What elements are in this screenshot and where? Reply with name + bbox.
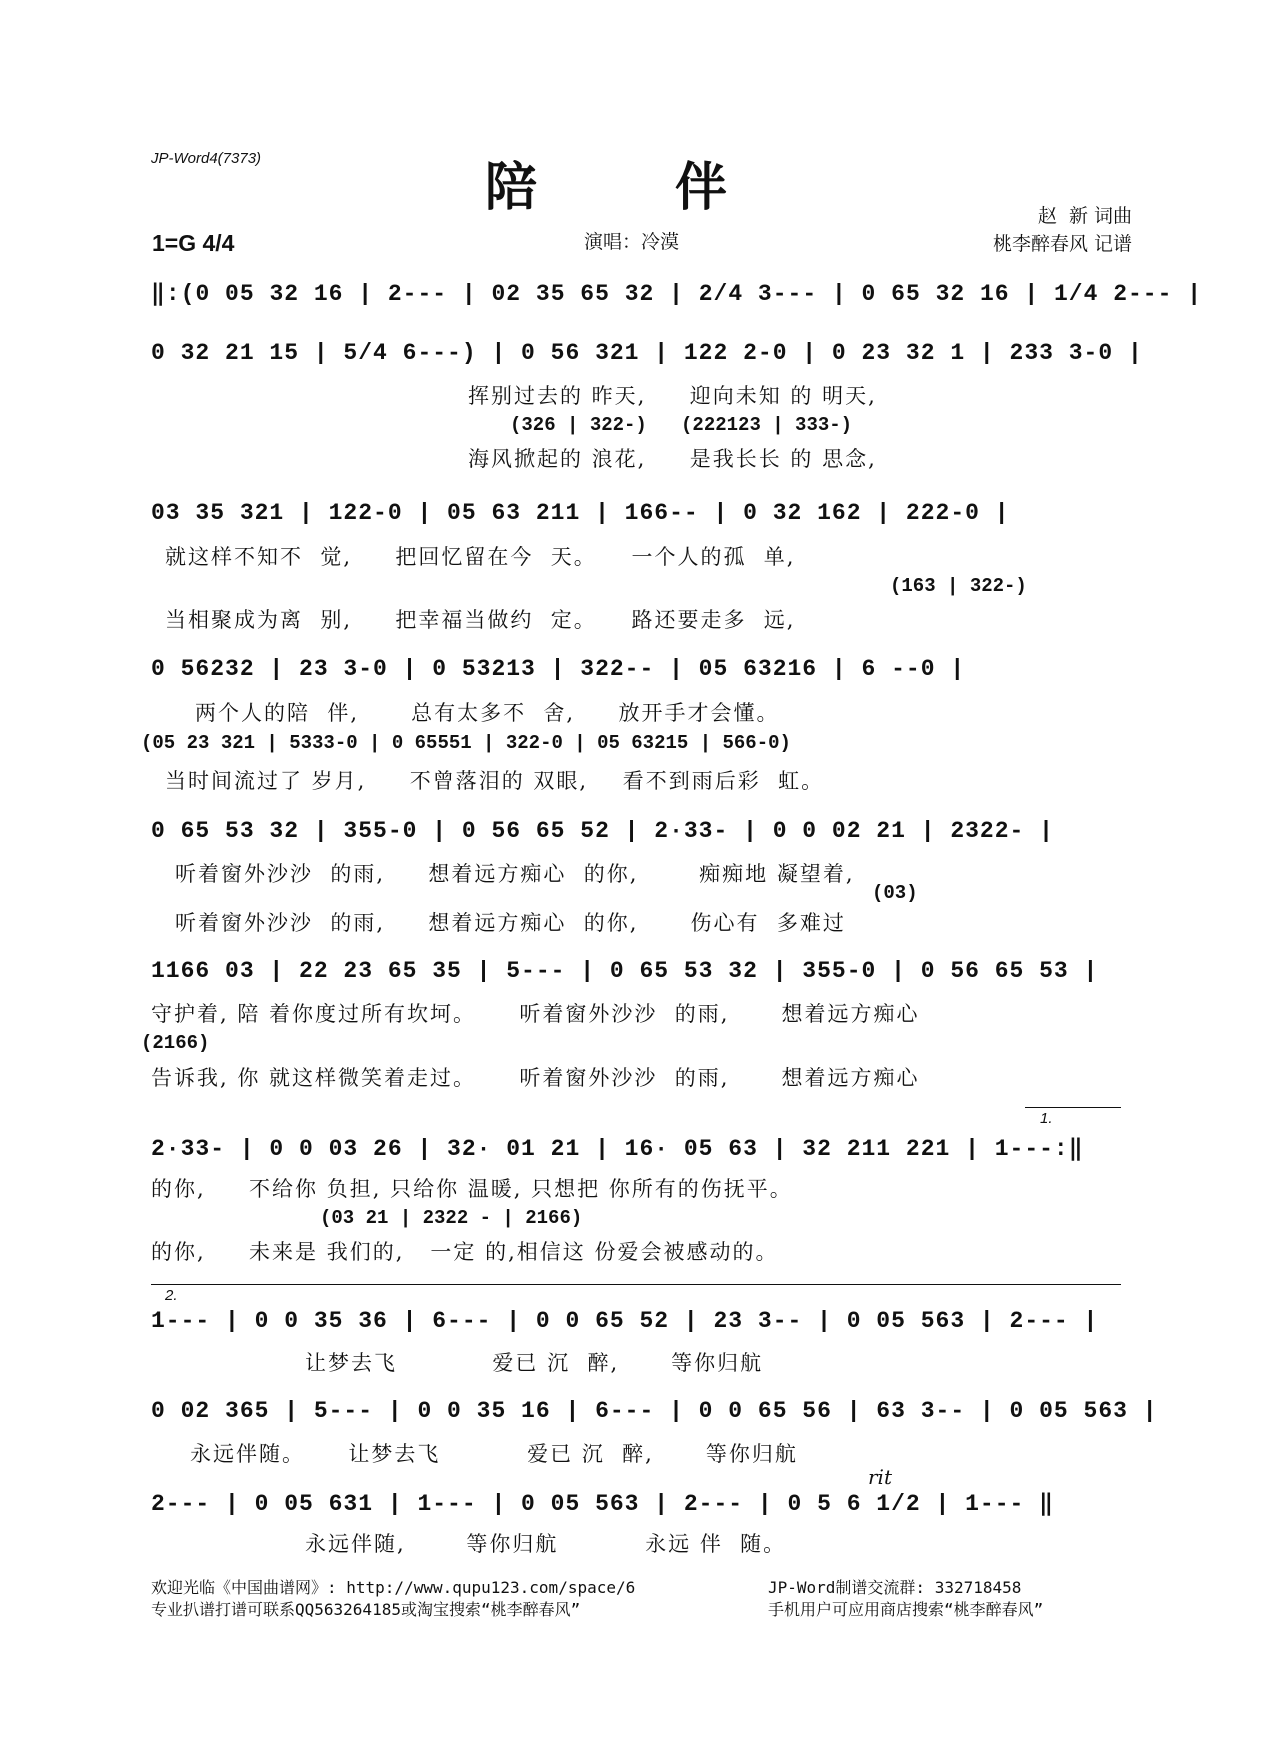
ritardando-mark: rit bbox=[868, 1465, 892, 1489]
footer-website: 欢迎光临《中国曲谱网》: http://www.qupu123.com/space/6 bbox=[151, 1578, 636, 1597]
volta-1: 1. bbox=[1040, 1110, 1053, 1127]
singer-label: 演唱：冷漠 bbox=[584, 231, 680, 253]
lyric-line-3b: 当相聚成为离 别, 把幸福当做约 定。 路还要走多 远, bbox=[165, 608, 796, 632]
alt-notes-line-7: (03 21 | 2322 - | 2166) bbox=[320, 1207, 583, 1229]
alt-notes-line-2: (326 | 322-) (222123 | 333-) bbox=[510, 414, 853, 436]
alt-notes-line-3: (163 | 322-) bbox=[890, 575, 1027, 597]
score-line-1: ‖:(0 05 32 16 | 2--- | 02 35 65 32 | 2/4 3--- | 0 65 32 16 | 1/4 2--- | bbox=[151, 281, 1203, 307]
score-line-10: 2--- | 0 05 631 | 1--- | 0 05 563 | 2--- | 0 5 6 1/2 | 1--- ‖ bbox=[151, 1491, 1054, 1517]
lyric-line-6b: 告诉我, 你 就这样微笑着走过。 听着窗外沙沙 的雨, 想着远方痴心 bbox=[151, 1066, 920, 1090]
footer-group: JP-Word制谱交流群: 332718458 bbox=[768, 1578, 1022, 1597]
score-line-9: 0 02 365 | 5--- | 0 0 35 16 | 6--- | 0 0 65 56 | 63 3-- | 0 05 563 | bbox=[151, 1398, 1158, 1424]
lyric-line-3a: 就这样不知不 觉, 把回忆留在今 天。 一个人的孤 单, bbox=[165, 545, 796, 569]
lyric-line-7a: 的你, 不给你 负担, 只给你 温暖, 只想把 你所有的伤抚平。 bbox=[151, 1177, 793, 1201]
lyric-line-5a: 听着窗外沙沙 的雨, 想着远方痴心 的你, 痴痴地 凝望着, bbox=[175, 862, 855, 886]
lyric-line-6a: 守护着, 陪 着你度过所有坎坷。 听着窗外沙沙 的雨, 想着远方痴心 bbox=[151, 1002, 920, 1026]
score-line-3: 03 35 321 | 122-0 | 05 63 211 | 166-- | 0 32 162 | 222-0 | bbox=[151, 500, 1010, 526]
alt-notes-line-5: (03) bbox=[872, 882, 918, 904]
source-label: JP-Word4(7373) bbox=[151, 150, 262, 167]
volta-2: 2. bbox=[165, 1287, 178, 1304]
alt-notes-line-6: (2166) bbox=[141, 1032, 210, 1054]
score-line-7: 2·33- | 0 0 03 26 | 32· 01 21 | 16· 05 63 | 32 211 221 | 1---:‖ bbox=[151, 1136, 1084, 1162]
key-signature: 1=G 4/4 bbox=[152, 230, 235, 256]
footer-app: 手机用户可应用商店搜索“桃李醉春风” bbox=[768, 1600, 1044, 1619]
composer-credit: 赵 新 词曲 bbox=[1037, 205, 1132, 227]
page-title: 陪 伴 bbox=[484, 157, 788, 218]
score-line-6: 1166 03 | 22 23 65 35 | 5--- | 0 65 53 32 | 355-0 | 0 56 65 53 | bbox=[151, 958, 1099, 984]
lyric-line-4a: 两个人的陪 伴, 总有太多不 舍, 放开手才会懂。 bbox=[195, 701, 780, 725]
lyric-line-2a: 挥别过去的 昨天, 迎向未知 的 明天, bbox=[468, 384, 877, 408]
footer-contact: 专业扒谱打谱可联系QQ563264185或淘宝搜索“桃李醉春风” bbox=[151, 1600, 581, 1619]
score-line-2: 0 32 21 15 | 5/4 6---) | 0 56 321 | 122 2-0 | 0 23 32 1 | 233 3-0 | bbox=[151, 340, 1143, 366]
lyric-line-2b: 海风掀起的 浪花, 是我长长 的 思念, bbox=[468, 447, 877, 471]
lyric-line-10: 永远伴随, 等你归航 永远 伴 随。 bbox=[305, 1532, 787, 1556]
score-line-4: 0 56232 | 23 3-0 | 0 53213 | 322-- | 05 63216 | 6 --0 | bbox=[151, 656, 966, 682]
lyric-line-7b: 的你, 未来是 我们的, 一定 的,相信这 份爱会被感动的。 bbox=[151, 1240, 779, 1264]
lyric-line-8: 让梦去飞 爱已 沉 醉, 等你归航 bbox=[305, 1351, 764, 1375]
alt-notes-line-4: (05 23 321 | 5333-0 | 0 65551 | 322-0 | 05 63215 | 566-0) bbox=[141, 732, 791, 754]
transcriber-credit: 桃李醉春风 记谱 bbox=[992, 233, 1132, 255]
lyric-line-9: 永远伴随。 让梦去飞 爱已 沉 醉, 等你归航 bbox=[190, 1442, 798, 1466]
lyric-line-5b: 听着窗外沙沙 的雨, 想着远方痴心 的你, 伤心有 多难过 bbox=[175, 911, 846, 935]
score-line-8: 1--- | 0 0 35 36 | 6--- | 0 0 65 52 | 23 3-- | 0 05 563 | 2--- | bbox=[151, 1308, 1099, 1334]
score-line-5: 0 65 53 32 | 355-0 | 0 56 65 52 | 2·33- | 0 0 02 21 | 2322- | bbox=[151, 818, 1054, 844]
lyric-line-4b: 当时间流过了 岁月, 不曾落泪的 双眼, 看不到雨后彩 虹。 bbox=[165, 769, 825, 793]
